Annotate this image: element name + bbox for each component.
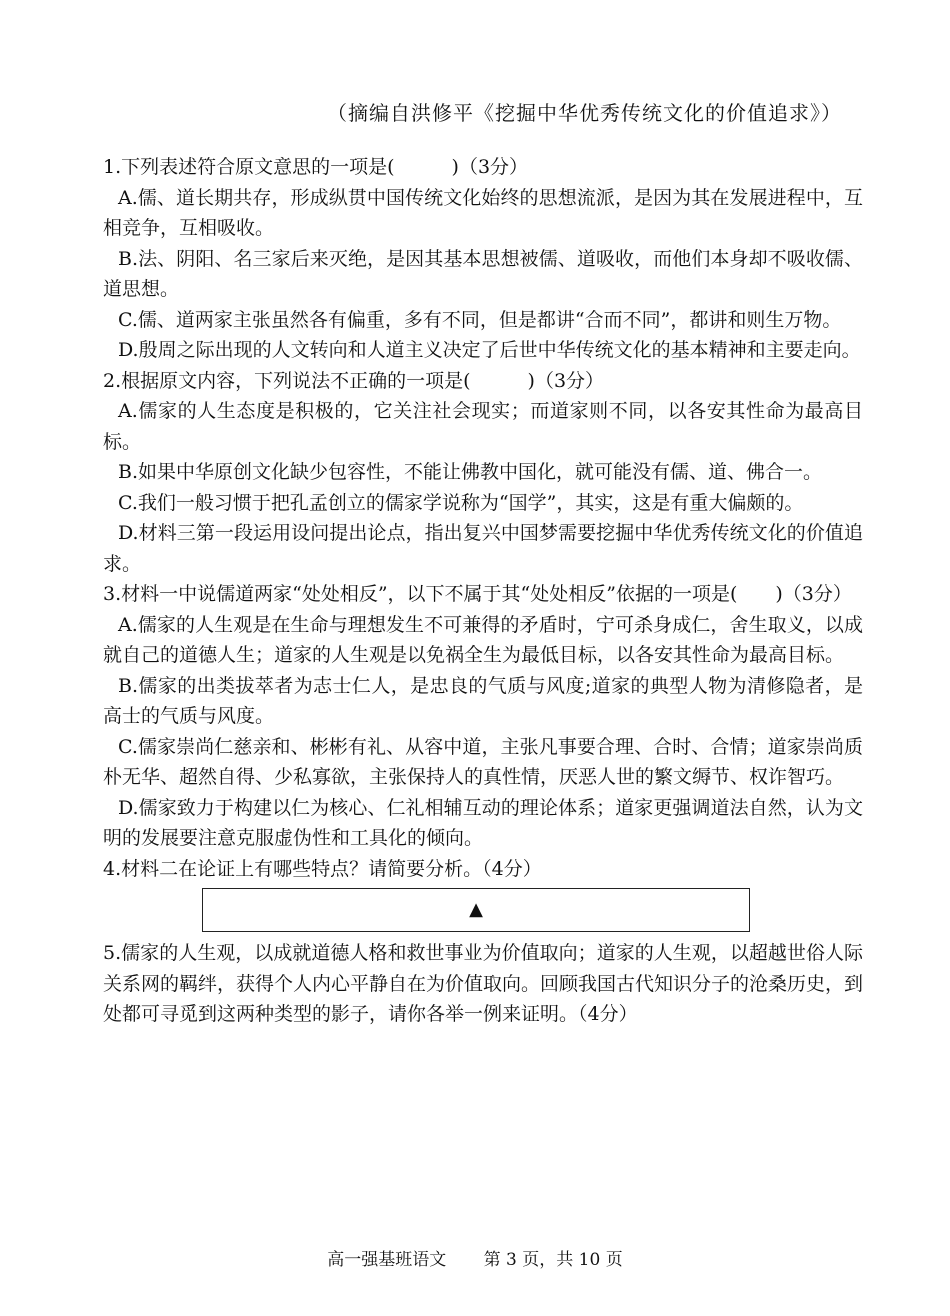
question-3-option-c: C.儒家崇尚仁慈亲和、彬彬有礼、从容中道，主张凡事要合理、合时、合情；道家崇尚质朴无华、超然自得、少私寡欲，主张保持人的真性情，厌恶人世的繁文缛节、权诈智巧。 (103, 735, 863, 788)
question-1-option-d: D.殷周之际出现的人文转向和人道主义决定了后世中华传统文化的基本精神和主要走向。 (118, 339, 861, 361)
footer-course: 高一强基班语文 (327, 1250, 447, 1270)
question-4-stem: 4.材料二在论证上有哪些特点？请简要分析。（4分） (103, 857, 542, 880)
footer-page-number: 第 3 页，共 10 页 (483, 1250, 623, 1270)
questions-section (103, 152, 863, 1030)
question-3-option-b: B.儒家的出类拔萃者为志士仁人，是忠良的气质与风度;道家的典型人物为清修隐者，是高士的气质与风度。 (103, 674, 863, 727)
question-1-option-b: B.法、阴阳、名三家后来灭绝，是因其基本思想被儒、道吸收，而他们本身却不吸收儒、道思想。 (103, 247, 863, 300)
question-1-option-a: A.儒、道长期共存，形成纵贯中国传统文化始终的思想流派，是因为其在发展进程中，互相竞争，互相吸收。 (103, 186, 863, 239)
question-3-stem: 3.材料一中说儒道两家“处处相反”，以下不属于其“处处相反”依据的一项是( )（3分） (103, 583, 852, 605)
question-3-option-d: D.儒家致力于构建以仁为核心、仁礼相辅互动的理论体系；道家更强调道法自然，认为文明的发展要注意克服虚伪性和工具化的倾向。 (103, 796, 863, 849)
question-3-option-a: A.儒家的人生观是在生命与理想发生不可兼得的矛盾时，宁可杀身成仁，舍生取义，以成就自己的道德人生；道家的人生观是以免祸全生为最低目标，以各安其性命为最高目标。 (103, 613, 863, 666)
question-2-option-a: A.儒家的人生态度是积极的，它关注社会现实；而道家则不同，以各安其性命为最高目标。 (103, 400, 863, 453)
answer-box[interactable] (202, 888, 750, 932)
question-2-option-d: D.材料三第一段运用设问提出论点，指出复兴中国梦需要挖掘中华优秀传统文化的价值追求。 (103, 522, 863, 575)
question-1-stem: 1.下列表述符合原文意思的一项是( )（3分） (103, 156, 529, 178)
source-citation: （摘编自洪修平《挖掘中华优秀传统文化的价值追求》） (327, 101, 842, 125)
question-2-option-c: C.我们一般习惯于把孔孟创立的儒家学说称为“国学”，其实，这是有重大偏颇的。 (118, 491, 804, 514)
question-5-stem: 5.儒家的人生观，以成就道德人格和救世事业为价值取向；道家的人生观，以超越世俗人际关系网的羁绊，获得个人内心平静自在为价值取向。回顾我国古代知识分子的沧桑历史，到处都可寻觅到这两种类型的影子，请你各举一例来证明。（4分） (103, 942, 864, 1025)
question-2-stem: 2.根据原文内容，下列说法不正确的一项是( )（3分） (103, 369, 605, 392)
page-footer (0, 1245, 950, 1270)
triangle-marker-icon: ▲ (469, 898, 483, 920)
question-2-option-b: B.如果中华原创文化缺少包容性，不能让佛教中国化，就可能没有儒、道、佛合一。 (118, 461, 823, 483)
question-1-option-c: C.儒、道两家主张虽然各有偏重，多有不同，但是都讲“合而不同”，都讲和则生万物。 (118, 308, 842, 331)
